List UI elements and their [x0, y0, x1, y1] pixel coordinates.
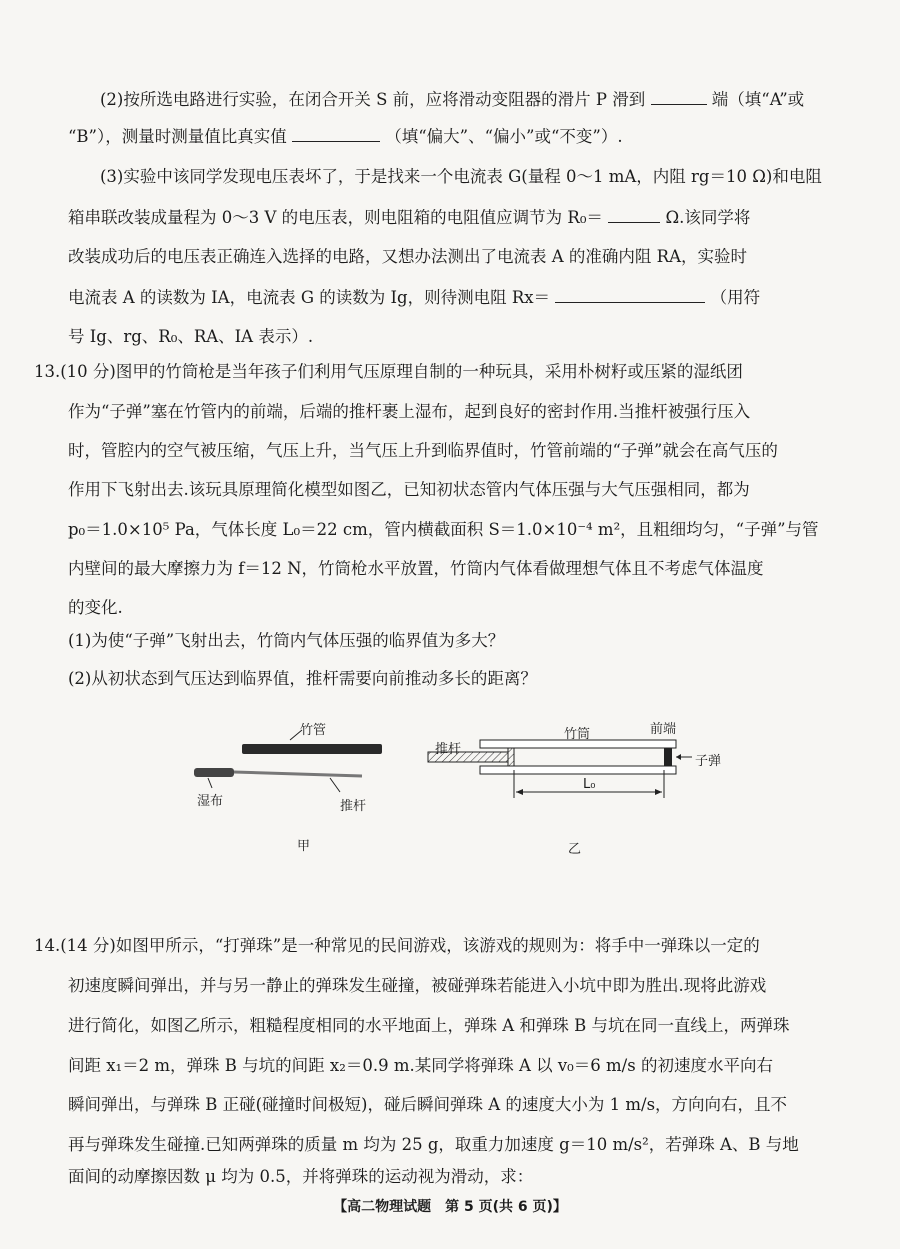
q13-line7: 的变化. — [68, 598, 123, 617]
q13-sub1: (1)为使“子弹”飞射出去，竹筒内气体压强的临界值为多大？ — [68, 631, 505, 650]
q14-line4: 间距 x₁＝2 m，弹珠 B 与坑的间距 x₂＝0.9 m.某同学将弹珠 A 以 v₀＝6 m/s 的初速度水平向右 — [68, 1056, 773, 1075]
q13-line1: 13.(10 分)图甲的竹筒枪是当年孩子们利用气压原理自制的一种玩具，采用朴树籽或压紧的湿纸团 — [34, 362, 743, 381]
q12-part3-line4: 电流表 A 的读数为 IA，电流表 G 的读数为 Ig，则待测电阻 Rx＝ （用符 — [68, 288, 761, 307]
q12-part2-line2: “B”），测量时测量值比真实值 （填“偏大”、“偏小”或“不变”）. — [68, 127, 623, 146]
label-push-rod: 推杆 — [435, 742, 462, 757]
answer-blank — [292, 125, 380, 142]
wet-cloth-shape — [194, 768, 234, 777]
q12-part3-line1: (3)实验中该同学发现电压表坏了，于是找来一个电流表 G(量程 0～1 mA，内阻 rg＝10 Ω)和电阻 — [100, 167, 822, 186]
push-rod-piston — [508, 748, 514, 766]
caption-yi: 乙 — [568, 842, 582, 857]
push-rod-shape — [234, 772, 362, 776]
answer-blank — [608, 206, 660, 223]
label-wet-cloth: 湿布 — [197, 794, 224, 809]
dimension-arrow-icon — [516, 789, 523, 795]
q14-line2: 初速度瞬间弹出，并与另一静止的弹珠发生碰撞，被碰弹珠若能进入小坑中即为胜出.现将此游戏 — [68, 976, 767, 995]
leader-line — [330, 778, 340, 792]
label-push-rod: 推杆 — [340, 799, 367, 814]
q14-line5: 瞬间弹出，与弹珠 B 正碰(碰撞时间极短)，碰后瞬间弹珠 A 的速度大小为 1 m/s，方向向右，且不 — [68, 1095, 788, 1114]
label-tube: 竹筒 — [564, 727, 591, 742]
tube-bottom-wall — [480, 766, 676, 774]
q13-line3: 时，管腔内的空气被压缩，气压上升，当气压上升到临界值时，竹管前端的“子弹”就会在高气压的 — [68, 441, 778, 460]
answer-blank — [651, 88, 707, 105]
label-length: L₀ — [583, 777, 596, 792]
q13-line2: 作为“子弹”塞在竹管内的前端，后端的推杆裹上湿布，起到良好的密封作用.当推杆被强行压入 — [68, 402, 751, 421]
bullet-shape — [664, 748, 672, 766]
caption-jia: 甲 — [297, 839, 311, 854]
label-bamboo-tube: 竹管 — [300, 723, 327, 738]
q14-line3: 进行简化，如图乙所示，粗糙程度相同的水平地面上，弹珠 A 和弹珠 B 与坑在同一直线上，两弹珠 — [68, 1016, 790, 1035]
q12-part2-line1: (2)按所选电路进行实验，在闭合开关 S 前，应将滑动变阻器的滑片 P 滑到 端（填“A”或 — [100, 90, 805, 109]
q12-part3-line3: 改装成功后的电压表正确连入选择的电路，又想办法测出了电流表 A 的准确内阻 RA，实验时 — [68, 247, 747, 266]
leader-line — [208, 778, 212, 788]
q14-line1: 14.(14 分)如图甲所示，“打弹珠”是一种常见的民间游戏，该游戏的规则为：将手中一弹珠以一定的 — [34, 936, 760, 955]
q13-sub2: (2)从初状态到气压达到临界值，推杆需要向前推动多长的距离？ — [68, 669, 537, 688]
label-front-end: 前端 — [650, 722, 677, 737]
q13-line4: 作用下飞射出去.该玩具原理简化模型如图乙，已知初状态管内气体压强与大气压强相同，都为 — [68, 480, 750, 499]
label-bullet: 子弹 — [695, 754, 722, 769]
dimension-arrow-icon — [655, 789, 662, 795]
q12-part3-line2: 箱串联改装成量程为 0～3 V 的电压表，则电阻箱的电阻值应调节为 R₀＝ Ω.该同学将 — [68, 208, 751, 227]
q13-line5: p₀＝1.0×10⁵ Pa，气体长度 L₀＝22 cm，管内横截面积 S＝1.0×10⁻⁴ m²，且粗细均匀，“子弹”与管 — [68, 520, 819, 539]
page-footer: 【高二物理试题 第 5 页(共 6 页)】 — [333, 1199, 567, 1215]
q13-line6: 内壁间的最大摩擦力为 f＝12 N，竹筒枪水平放置，竹筒内气体看做理想气体且不考虑气体温度 — [68, 559, 764, 578]
q14-line7: 面间的动摩擦因数 μ 均为 0.5，并将弹珠的运动视为滑动，求： — [68, 1167, 534, 1186]
answer-blank — [555, 286, 705, 303]
q14-line6: 再与弹珠发生碰撞.已知两弹珠的质量 m 均为 25 g，取重力加速度 g＝10 m/s²，若弹珠 A、B 与地 — [68, 1135, 799, 1154]
bamboo-tube-shape — [242, 744, 382, 754]
q12-part3-line5: 号 Ig、rg、R₀、RA、IA 表示）. — [68, 327, 314, 346]
arrow-head-icon — [676, 754, 681, 760]
